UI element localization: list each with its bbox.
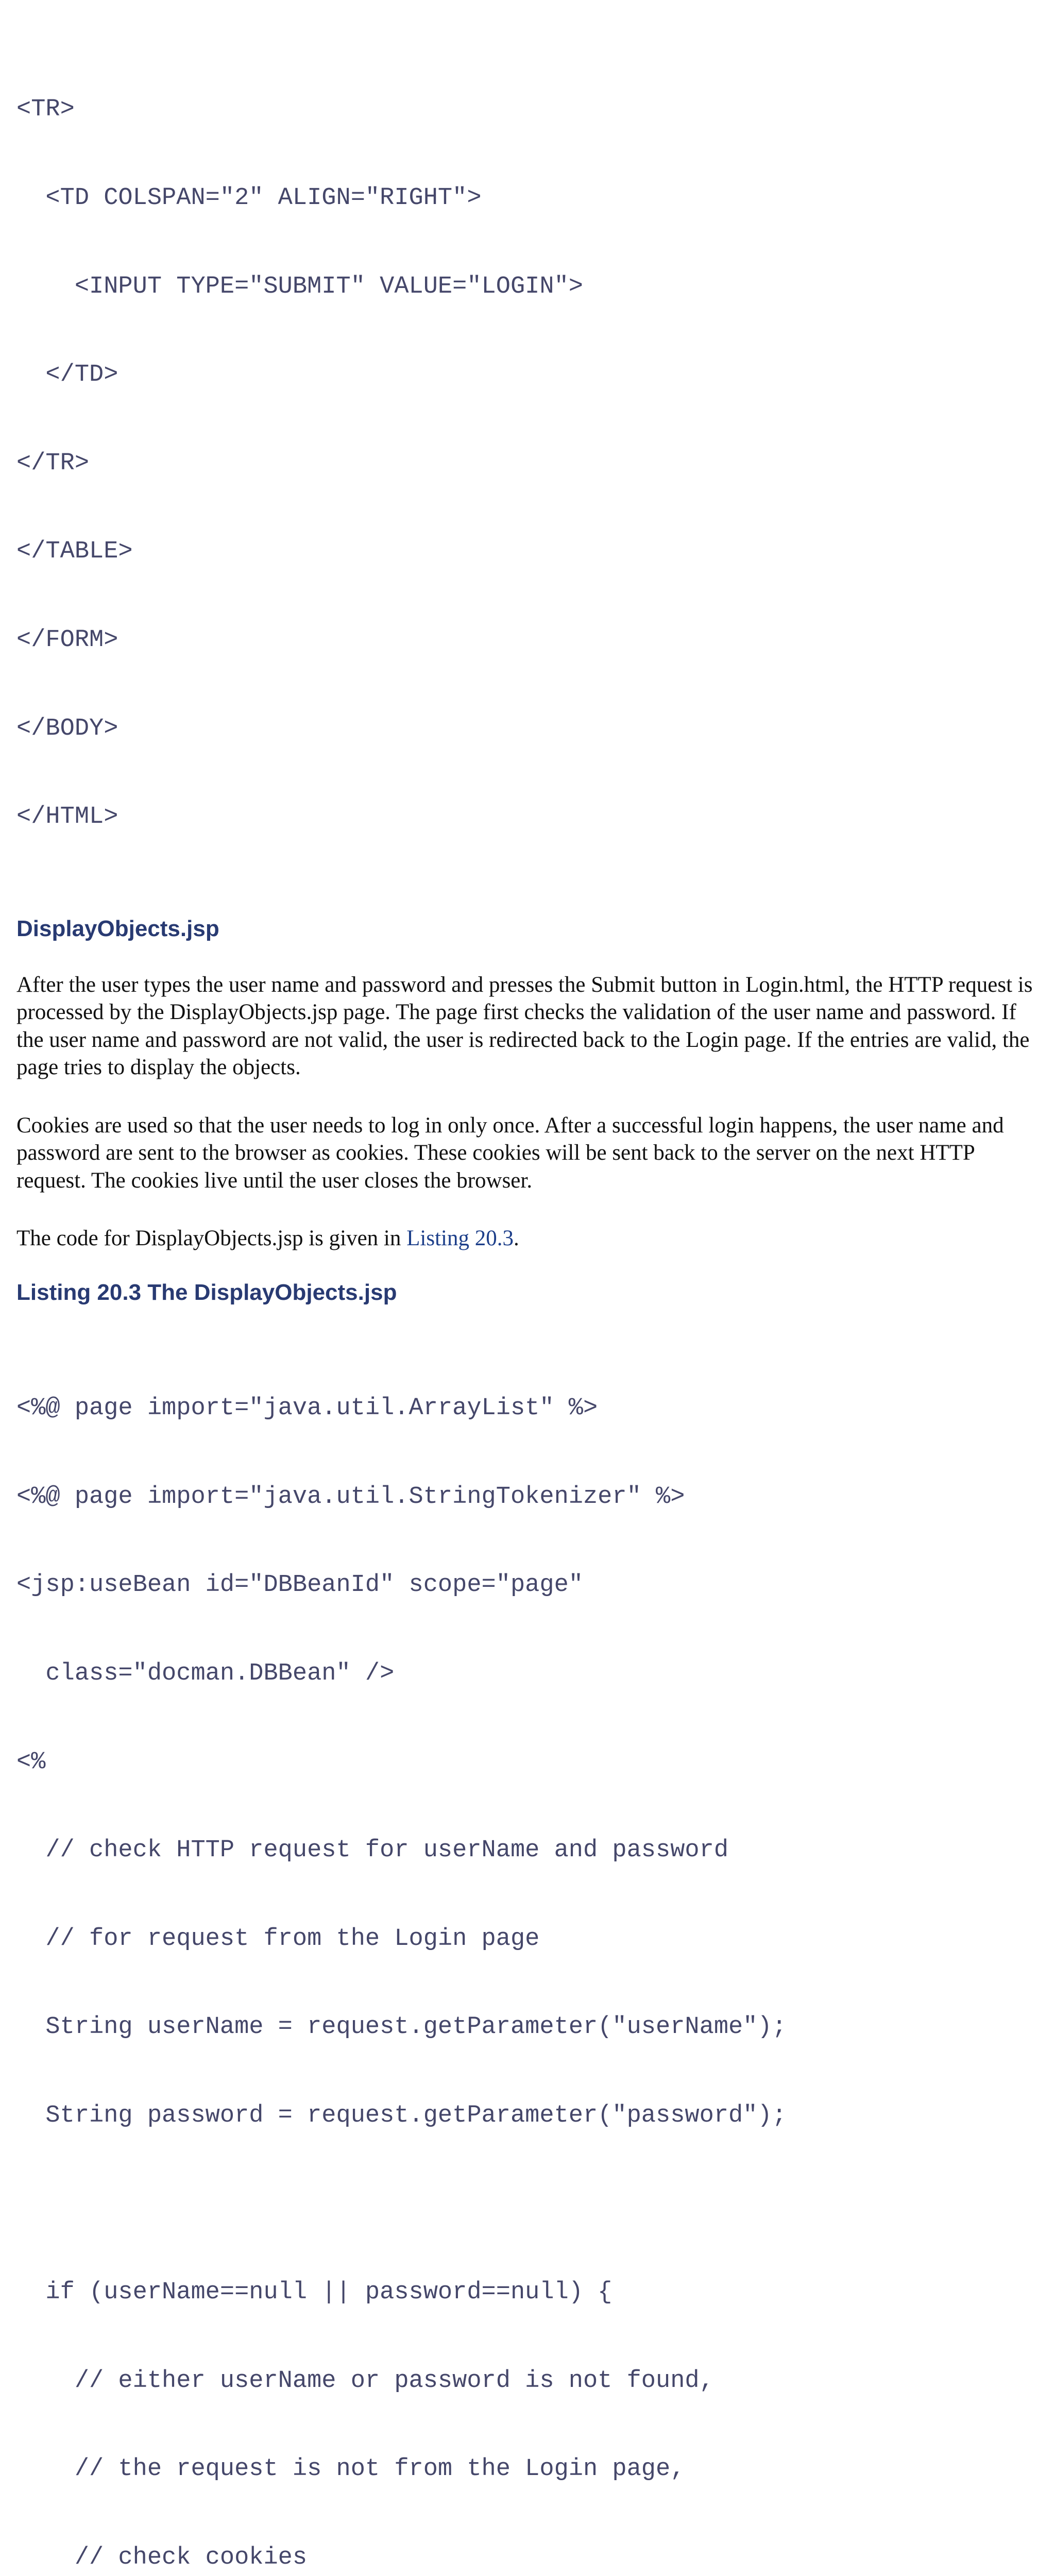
code-line [16, 2190, 1042, 2219]
html-code-block [16, 36, 1042, 891]
code-line: // for request from the Login page [16, 1925, 540, 1953]
code-line: <TR> [16, 96, 75, 124]
code-line: // either userName or password is not found, [16, 2367, 714, 2395]
code-line: <INPUT TYPE="SUBMIT" VALUE="LOGIN"> [16, 273, 583, 300]
code-line: <TD COLSPAN="2" ALIGN="RIGHT"> [16, 184, 482, 212]
document-page [16, 36, 1042, 2576]
code-line: <jsp:useBean id="DBBeanId" scope="page" [16, 1571, 583, 1599]
body-paragraph [16, 1225, 1042, 1252]
body-paragraph: Cookies are used so that the user needs to log in only once. After a successful login happens, the user name and password are sent to the browser as cookies. These cookies will be sent back to the server on the next HTTP request. The cookies live until the user closes the browser. [16, 1113, 1004, 1193]
code-line: </FORM> [16, 626, 118, 654]
code-line: </HTML> [16, 803, 118, 831]
listing-heading: Listing 20.3 The DisplayObjects.jsp [16, 1279, 397, 1305]
section-heading: DisplayObjects.jsp [16, 916, 219, 941]
paragraph-text: The code for DisplayObjects.jsp is given in [16, 1226, 407, 1251]
jsp-code-block [16, 1335, 1042, 2576]
code-line: </BODY> [16, 715, 118, 742]
listing-link[interactable]: Listing 20.3 [406, 1226, 514, 1251]
code-line: // check HTTP request for userName and password [16, 1837, 729, 1865]
code-line: String password = request.getParameter("password"); [16, 2102, 787, 2129]
code-line: </TR> [16, 449, 90, 477]
body-paragraph: After the user types the user name and password and presses the Submit button in Login.html, the HTTP request is processed by the DisplayObjects.jsp page. The page first checks the validation of the user name and password. If the user name and password are not valid, the user is redirected back to the Login page. If the entries are valid, the page tries to display the objects. [16, 972, 1033, 1080]
code-line: </TD> [16, 361, 118, 389]
code-line: String userName = request.getParameter("userName"); [16, 2013, 787, 2041]
code-line: </TABLE> [16, 538, 133, 566]
code-line: // check cookies [16, 2544, 308, 2571]
paragraph-text: . [513, 1226, 519, 1251]
code-line: <% [16, 1748, 46, 1776]
code-line: // the request is not from the Login page, [16, 2455, 685, 2483]
code-line: <%@ page import="java.util.ArrayList" %> [16, 1395, 598, 1422]
code-line: if (userName==null || password==null) { [16, 2279, 612, 2307]
code-line: class="docman.DBBean" /> [16, 1659, 395, 1687]
code-line: <%@ page import="java.util.StringTokenizer" %> [16, 1483, 685, 1511]
